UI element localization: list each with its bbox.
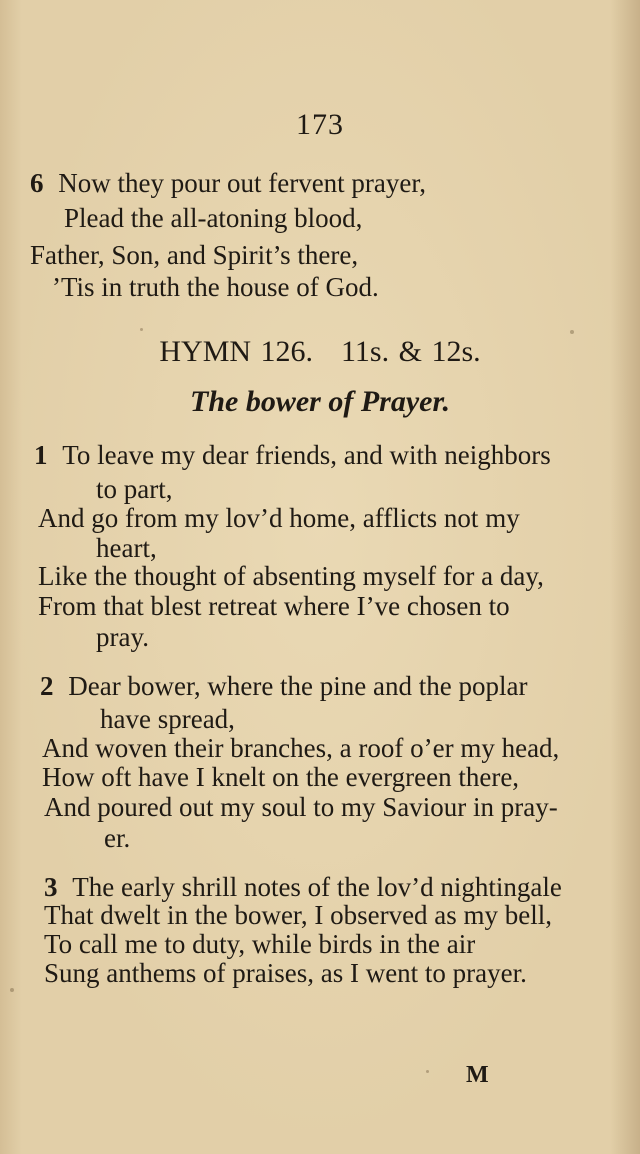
stanza-1-line-3: And go from my lov’d home, afflicts not my — [38, 503, 520, 533]
verse-line: The early shrill notes of the lov’d nightingale — [72, 872, 562, 902]
stanza-number: 6 — [30, 168, 44, 198]
stanza-2-line-3: And woven their branches, a roof o’er my head, — [42, 733, 560, 763]
stanza-2-line-2: have spread, — [100, 704, 235, 734]
stanza-3-line-1 — [44, 872, 562, 903]
stanza-2-line-6: er. — [104, 823, 131, 853]
stanza-6-line-1 — [30, 168, 426, 199]
stanza-1-line-6: From that blest retreat where I’ve chosen to — [38, 591, 510, 621]
stanza-1-line-7: pray. — [96, 622, 149, 652]
verse-line: Now they pour out fervent prayer, — [58, 168, 427, 198]
page-number: 173 — [296, 108, 344, 141]
stanza-number: 1 — [34, 440, 48, 470]
stanza-1-line-1 — [34, 440, 551, 471]
stanza-6-line-3: Father, Son, and Spirit’s there, — [30, 240, 359, 270]
stanza-6-line-4: ’Tis in truth the house of God. — [52, 272, 379, 302]
stanza-2-line-4: How oft have I knelt on the evergreen there, — [42, 762, 520, 792]
stanza-3-line-2: That dwelt in the bower, I observed as my bell, — [44, 900, 553, 930]
stanza-2-line-5: And poured out my soul to my Saviour in pray- — [44, 792, 558, 822]
hymn-title: HYMN 126. — [159, 335, 314, 368]
hymn-subtitle: The bower of Prayer. — [190, 385, 450, 418]
stanza-number: 3 — [44, 872, 58, 902]
stanza-1-line-5: Like the thought of absenting myself for a day, — [38, 561, 544, 591]
stanza-3-line-4: Sung anthems of praises, as I went to prayer. — [44, 958, 527, 988]
paper-speck — [570, 330, 574, 334]
hymn-meter: 11s. & 12s. — [341, 335, 481, 368]
verse-line: Dear bower, where the pine and the poplar — [68, 671, 528, 701]
stanza-2-line-1 — [40, 671, 527, 702]
stanza-1-line-2: to part, — [96, 474, 173, 504]
stanza-3-line-3: To call me to duty, while birds in the air — [44, 929, 476, 959]
signature-mark: M — [466, 1062, 490, 1088]
paper-speck — [426, 1070, 429, 1073]
paper-speck — [10, 988, 14, 992]
paper-speck — [140, 328, 143, 331]
stanza-1-line-4: heart, — [96, 533, 157, 563]
stanza-6-line-2: Plead the all-atoning blood, — [64, 203, 363, 233]
hymn-heading — [0, 335, 640, 369]
stanza-number: 2 — [40, 671, 54, 701]
verse-line: To leave my dear friends, and with neighbors — [62, 440, 551, 470]
